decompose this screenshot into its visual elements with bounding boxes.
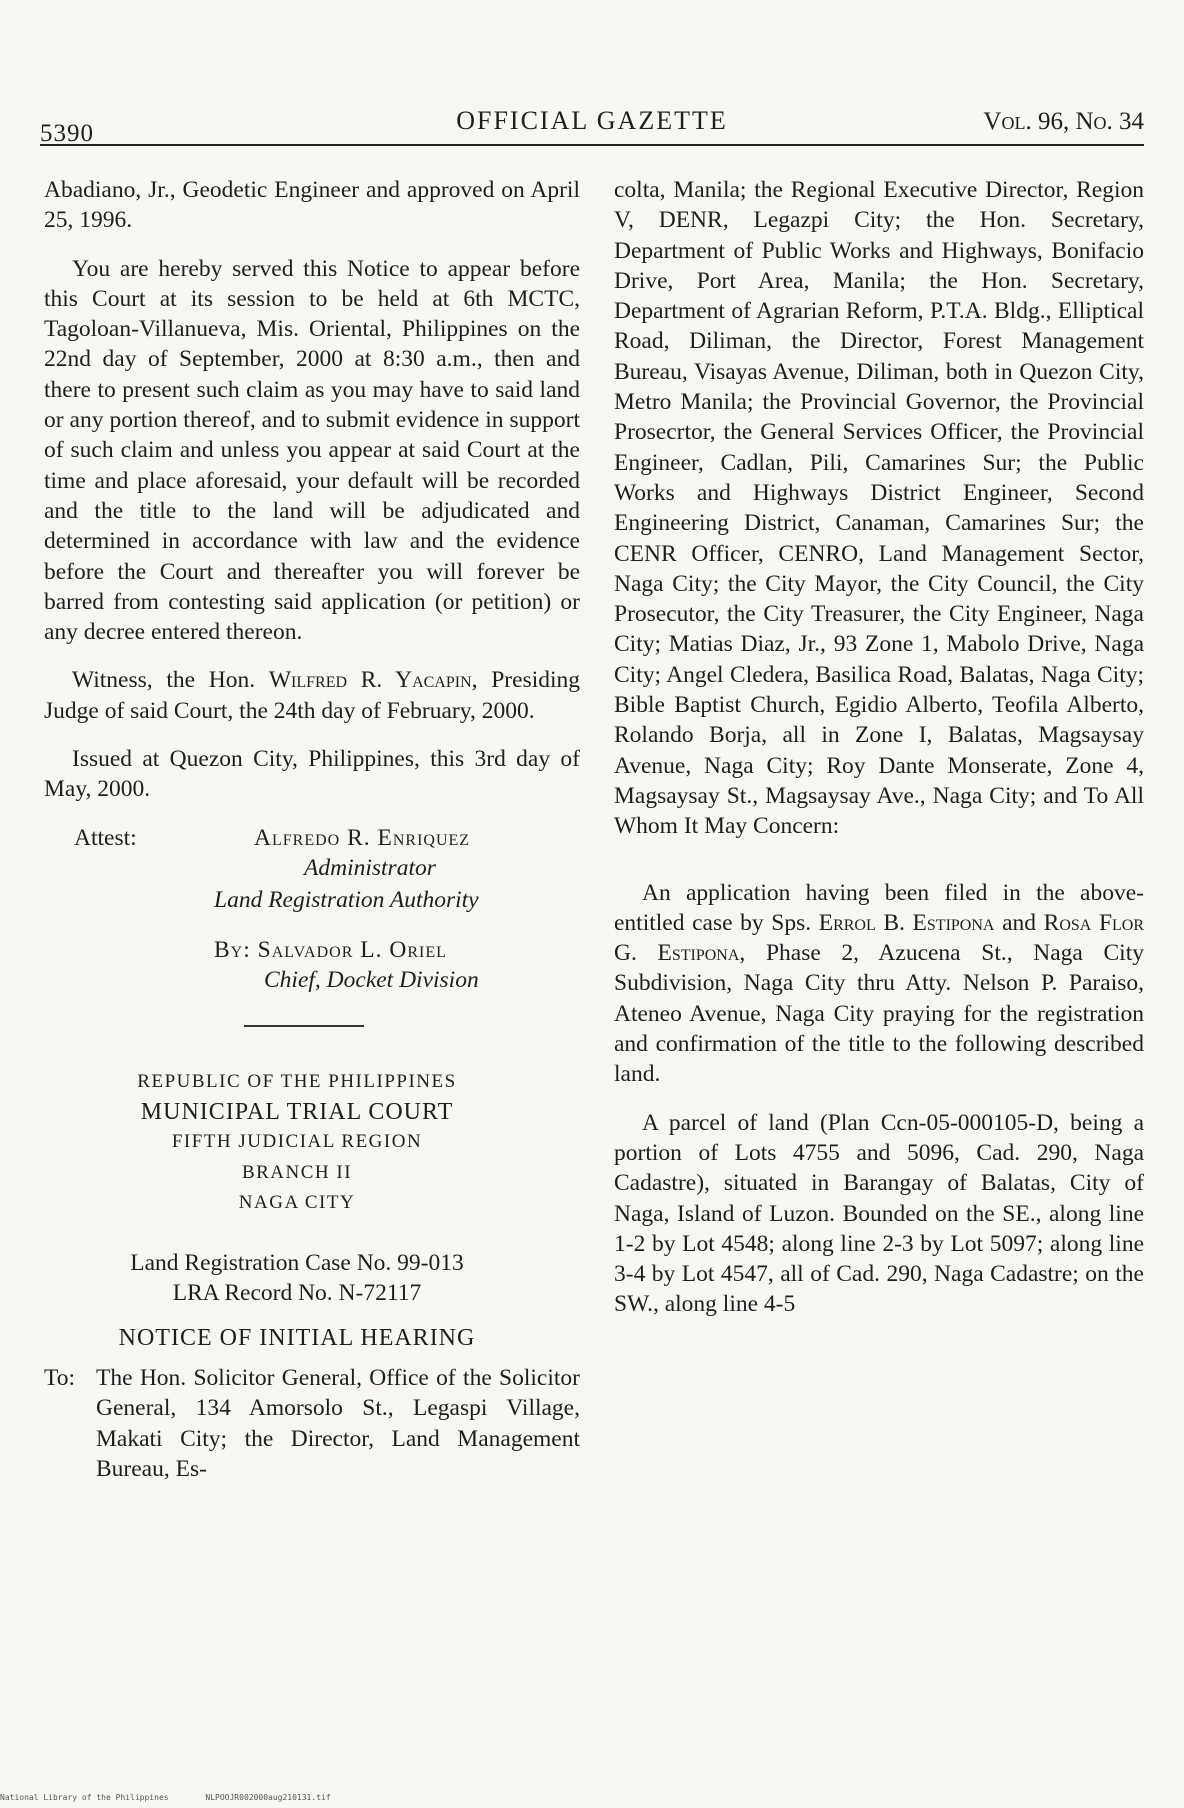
left-column xyxy=(44,175,580,1484)
volume-number: Vol. 96, No. 34 xyxy=(983,108,1144,135)
opening-paragraph: Abadiano, Jr., Geodetic Engineer and approved on April 25, 1996. xyxy=(44,177,580,234)
witness-post: , Presiding Judge of said Court, the 24th day of February, 2000. xyxy=(44,667,581,724)
court-name: MUNICIPAL TRIAL COURT xyxy=(140,1098,454,1125)
summons-paragraph: You are hereby served this Notice to appear before this Court at its session to be held at 6th MCTC, Tagoloan-Villanueva, Mis. Oriental, Philippines on the 22nd day of September, 2000 at 8:30 a.m., then and there to present such claim as you may have to said land or any portion thereof, and to submit evidence in support of such claim and unless you appear at said Court at the time and place aforesaid, your default will be recorded and the title to the land will be adjudicated and determined in accordance with law and the evidence before the Court and thereafter you will forever be barred from contesting said application (or petition) or any decree entered thereon. xyxy=(44,255,580,646)
signatory-line xyxy=(214,935,447,965)
addressees-continued: colta, Manila; the Regional Executive Director, Region V, DENR, Legazpi City; the Hon. Secretary, Department of Public Works and Highways, Bonifacio Drive, Port Area, Manila; the Hon. Secretary, Department of Agrarian Reform, P.T.A. Bldg., Elliptical Road, Diliman, the Director, Forest Management Bureau, Visayas Avenue, Diliman, both in Quezon City, Metro Manila; the Provincial Governor, the Provincial Prosecrtor, the General Services Officer, the Provincial Engineer, Cadlan, Pili, Camarines Sur; the Public Works and Highways District Engineer, Second Engineering District, Canaman, Camarines Sur; the CENR Officer, CENRO, Land Management Sector, Naga City; the City Mayor, the City Council, the City Prosecutor, the City Treasurer, the City Engineer, Naga City; Matias Diaz, Jr., 93 Zone 1, Mabolo Drive, Naga City; Angel Cledera, Basilica Road, Balatas, Naga City; Bible Baptist Church, Egidio Alberto, Teofila Alberto, Rolando Borja, all in Zone I, Balatas, Magsaysay Avenue, Naga City; Roy Dante Monserate, Zone 4, Magsaysay St., Magsaysay Ave., Naga City; and To All Whom It May Concern: xyxy=(614,177,1144,840)
scan-file-name: NLPOOJR002000aug210131.tif xyxy=(205,1793,331,1802)
addressees-block xyxy=(44,1363,580,1484)
witness-paragraph xyxy=(44,665,580,726)
application-post: , Phase 2, Azucena St., Naga City Subdivision, Naga City thru Atty. Nelson P. Paraiso, Ateneo Avenue, Naga City praying for the registration and confirmation of the title to the following described land. xyxy=(614,940,1144,1088)
application-and: and xyxy=(1002,909,1037,936)
attest-label: Attest: xyxy=(74,824,137,851)
attestation-block xyxy=(44,823,580,993)
by-title: Chief, Docket Division xyxy=(264,966,479,993)
page-header xyxy=(40,100,1144,146)
attest-title: Administrator xyxy=(304,854,436,881)
lra-record-number: LRA Record No. N-72117 xyxy=(172,1280,422,1307)
applicant-1: Errol B. Estipona xyxy=(818,909,995,936)
court-branch: BRANCH II xyxy=(241,1161,353,1183)
court-city: NAGA CITY xyxy=(238,1191,356,1213)
page-number: 5390 xyxy=(40,120,94,147)
court-republic: REPUBLIC OF THE PHILIPPINES xyxy=(137,1070,457,1092)
parcel-description: A parcel of land (Plan Ccn-05-000105-D, being a portion of Lots 4755 and 5096, Cad. 290, Naga Cadastre), situated in Barangay of Balatas, City of Naga, Island of Luzon. Bounded on the SE., along line 1-2 by Lot 4548; along line 2-3 by Lot 5097; along line 3-4 by Lot 4547, all of Cad. 290, Naga Cadastre; on the SW., along line 4-5 xyxy=(614,1109,1144,1318)
case-info xyxy=(44,1248,550,1309)
court-heading xyxy=(44,1067,550,1218)
addressees-text: The Hon. Solicitor General, Office of the Solicitor General, 134 Amorsolo St., Legaspi Village, Makati City; the Director, Land Management Bureau, Es- xyxy=(96,1365,580,1482)
application-paragraph xyxy=(614,878,1144,1090)
by-label: By: xyxy=(214,936,251,963)
by-name: Salvador L. Oriel xyxy=(257,936,447,963)
witness-judge-name: Wilfred R. Yacapin xyxy=(268,667,472,694)
issued-paragraph: Issued at Quezon City, Philippines, this 3rd day of May, 2000. xyxy=(44,746,580,803)
to-label: To: xyxy=(44,1365,75,1392)
scan-footer xyxy=(0,1793,363,1802)
court-region: FIFTH JUDICIAL REGION xyxy=(171,1131,423,1153)
applicant-2: Rosa Flor G. Estipona xyxy=(614,909,1145,967)
witness-pre: Witness, the Hon. xyxy=(72,667,256,694)
attest-name: Alfredo R. Enriquez xyxy=(254,824,471,851)
attest-organization: Land Registration Authority xyxy=(214,886,479,913)
section-divider xyxy=(244,1025,364,1027)
case-number: Land Registration Case No. 99-013 xyxy=(130,1250,464,1277)
application-pre: An application having been filed in the above-entitled case by Sps. xyxy=(614,879,1144,936)
right-column xyxy=(614,175,1144,1338)
notice-title: NOTICE OF INITIAL HEARING xyxy=(118,1324,476,1351)
library-name: National Library of the Philippines xyxy=(0,1793,169,1802)
publication-title: OFFICIAL GAZETTE xyxy=(456,106,728,135)
